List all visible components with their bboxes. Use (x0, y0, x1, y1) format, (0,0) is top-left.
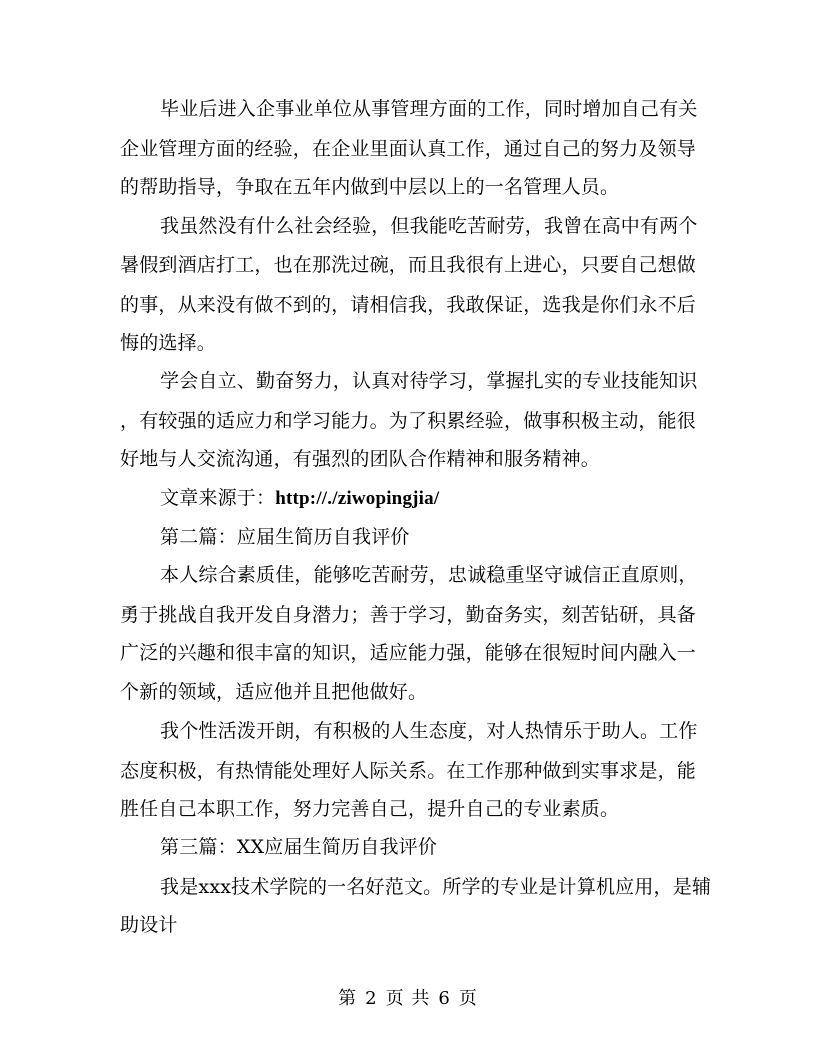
paragraph-line: 胜任自己本职工作，努力完善自己，提升自己的专业素质。 (120, 798, 620, 820)
source-url: http://./ziwopingjia/ (275, 488, 440, 509)
section-heading: 第二篇：应届生简历自我评价 (160, 526, 410, 548)
page-total: 6 (438, 988, 451, 1009)
page-footer (0, 988, 816, 1010)
paragraph-line: 我是xxx技术学院的一名好范文。所学的专业是计算机应用，是辅 (160, 876, 712, 898)
page-prefix: 第 (338, 988, 358, 1009)
page-middle: 页 共 (385, 988, 431, 1009)
paragraph-line: 我个性活泼开朗，有积极的人生态度，对人热情乐于助人。工作 (160, 720, 698, 742)
paragraph-line: 好地与人交流沟通，有强烈的团队合作精神和服务精神。 (120, 448, 601, 470)
paragraph-line: ，有较强的适应力和学习能力。为了积累经验，做事积极主动，能很 (120, 410, 697, 432)
paragraph-line: 态度积极，有热情能处理好人际关系。在工作那种做到实事求是，能 (120, 760, 697, 782)
paragraph-line: 个新的领域，适应他并且把他做好。 (120, 681, 428, 703)
page-suffix: 页 (458, 988, 478, 1009)
paragraph-line: 广泛的兴趣和很丰富的知识，适应能力强，能够在很短时间内融入一 (120, 642, 697, 664)
paragraph-line: 本人综合素质佳，能够吃苦耐劳，忠诚稳重坚守诚信正直原则， (160, 564, 698, 586)
paragraph-line: 勇于挑战自我开发自身潜力；善于学习，勤奋务实，刻苦钻研，具备 (120, 604, 697, 626)
paragraph-line: 毕业后进入企事业单位从事管理方面的工作，同时增加自己有关 (160, 98, 698, 120)
paragraph-line: 的事，从来没有做不到的，请相信我，我敢保证，选我是你们永不后 (120, 294, 697, 316)
page-number: 2 (365, 988, 378, 1009)
paragraph-line: 的帮助指导，争取在五年内做到中层以上的一名管理人员。 (120, 176, 620, 198)
paragraph-line: 助设计 (120, 914, 178, 936)
paragraph-line: 悔的选择。 (120, 332, 217, 354)
paragraph-line: 暑假到酒店打工，也在那洗过碗，而且我很有上进心，只要自己想做 (120, 254, 697, 276)
paragraph-line: 我虽然没有什么社会经验，但我能吃苦耐劳，我曾在高中有两个 (160, 215, 698, 237)
article-source (160, 486, 439, 511)
paragraph-line: 企业管理方面的经验，在企业里面认真工作，通过自己的努力及领导 (120, 138, 697, 160)
source-label: 文章来源于： (160, 487, 276, 509)
section-heading: 第三篇：XX应届生简历自我评价 (160, 836, 438, 858)
paragraph-line: 学会自立、勤奋努力，认真对待学习，掌握扎实的专业技能知识 (160, 370, 698, 392)
